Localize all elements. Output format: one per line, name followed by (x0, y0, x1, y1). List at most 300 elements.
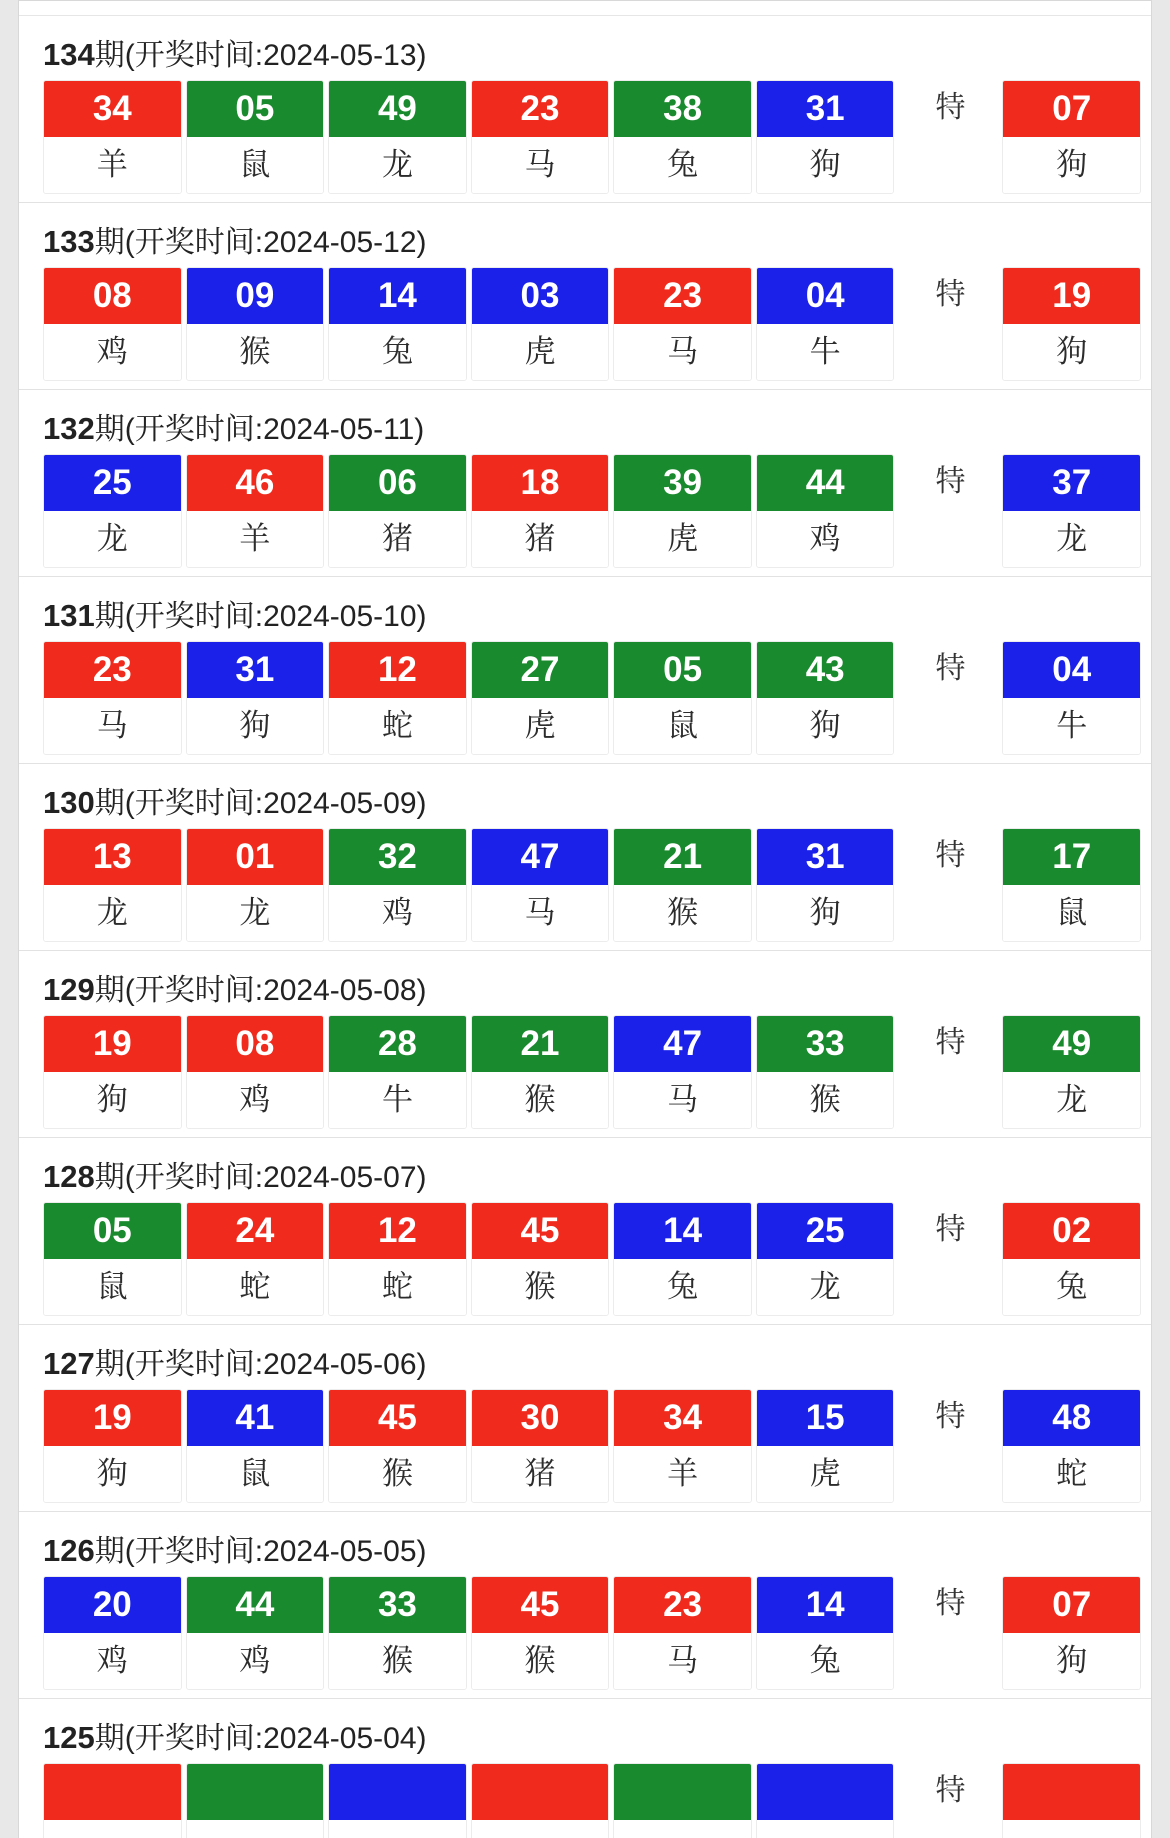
ball-6-zodiac (757, 1820, 894, 1838)
draw-date: 2024-05-12 (263, 226, 417, 259)
draw-header (19, 203, 1151, 267)
ball-4-number (472, 1764, 609, 1820)
draw-date-prefix: (开奖时间: (124, 974, 264, 1007)
special-ball (1002, 641, 1141, 755)
draw-issue-number: 128 (43, 1159, 95, 1194)
ball-1 (43, 267, 182, 381)
draw-date-suffix: ) (416, 787, 427, 820)
ball-6 (756, 1015, 895, 1129)
draw-issue-suffix: 期 (94, 787, 125, 820)
ball-4 (471, 267, 610, 381)
ball-2-number (187, 1764, 324, 1820)
ball-6-number: 25 (757, 1203, 894, 1259)
ball-2 (186, 1202, 325, 1316)
ball-6-zodiac: 狗 (757, 885, 894, 941)
draw-issue-number: 131 (43, 598, 95, 633)
ball-2-number: 24 (187, 1203, 324, 1259)
ball-4-zodiac: 马 (472, 137, 609, 193)
draw-header (19, 764, 1151, 828)
ball-3 (328, 80, 467, 194)
draw-list (19, 16, 1151, 1838)
draw-issue-number: 133 (43, 224, 95, 259)
ball-5-zodiac: 鼠 (614, 698, 751, 754)
ball-1-number: 25 (44, 455, 181, 511)
ball-4-number: 30 (472, 1390, 609, 1446)
ball-1-zodiac: 龙 (44, 885, 181, 941)
ball-4-zodiac: 虎 (472, 324, 609, 380)
special-ball-zodiac: 鼠 (1003, 885, 1140, 941)
special-ball-label: 特 (935, 278, 966, 311)
special-ball-label: 特 (935, 1026, 966, 1059)
ball-5-number: 23 (614, 268, 751, 324)
draw-date-suffix: ) (416, 1161, 427, 1194)
ball-5-zodiac: 马 (614, 1072, 751, 1128)
ball-1-number: 13 (44, 829, 181, 885)
ball-4-number: 47 (472, 829, 609, 885)
draw-issue-number: 132 (43, 411, 95, 446)
draw-date-prefix: (开奖时间: (124, 39, 264, 72)
ball-5-zodiac: 猴 (614, 885, 751, 941)
ball-2-zodiac: 羊 (187, 511, 324, 567)
ball-3 (328, 828, 467, 942)
draw-date: 2024-05-09 (263, 787, 417, 820)
ball-2-zodiac: 龙 (187, 885, 324, 941)
ball-5 (613, 1389, 752, 1503)
draw-block (19, 1325, 1151, 1512)
ball-3-number (329, 1764, 466, 1820)
draw-date-prefix: (开奖时间: (124, 787, 264, 820)
ball-1-number: 23 (44, 642, 181, 698)
ball-2 (186, 80, 325, 194)
draw-issue-suffix: 期 (94, 600, 125, 633)
balls-row (19, 1202, 1151, 1316)
draw-issue-number: 127 (43, 1346, 95, 1381)
ball-3-number: 32 (329, 829, 466, 885)
ball-6-zodiac: 狗 (757, 698, 894, 754)
ball-4-zodiac: 猴 (472, 1259, 609, 1315)
draw-issue-number: 134 (43, 37, 95, 72)
results-sheet (18, 0, 1152, 1838)
draw-block (19, 951, 1151, 1138)
ball-5 (613, 641, 752, 755)
ball-6 (756, 1389, 895, 1503)
ball-5 (613, 1202, 752, 1316)
draw-date-prefix: (开奖时间: (124, 1535, 264, 1568)
special-ball-label: 特 (935, 652, 966, 685)
ball-3-zodiac: 鸡 (329, 885, 466, 941)
ball-2 (186, 267, 325, 381)
draw-block (19, 203, 1151, 390)
special-ball-number: 02 (1003, 1203, 1140, 1259)
ball-4-number: 18 (472, 455, 609, 511)
ball-3-zodiac: 兔 (329, 324, 466, 380)
ball-6 (756, 1202, 895, 1316)
ball-2 (186, 1389, 325, 1503)
special-ball-label: 特 (935, 1213, 966, 1246)
ball-1-zodiac: 狗 (44, 1072, 181, 1128)
special-ball (1002, 828, 1141, 942)
ball-4-zodiac: 猪 (472, 1446, 609, 1502)
ball-1 (43, 641, 182, 755)
balls-row (19, 1576, 1151, 1690)
draw-date-suffix: ) (416, 1348, 427, 1381)
ball-1-number: 19 (44, 1390, 181, 1446)
ball-3-zodiac: 牛 (329, 1072, 466, 1128)
ball-3 (328, 454, 467, 568)
special-ball-number: 48 (1003, 1390, 1140, 1446)
special-ball-zodiac: 牛 (1003, 698, 1140, 754)
ball-5-zodiac: 马 (614, 324, 751, 380)
ball-3 (328, 1389, 467, 1503)
draw-issue-number: 125 (43, 1720, 95, 1755)
ball-5-zodiac (614, 1820, 751, 1838)
ball-2-zodiac: 鸡 (187, 1633, 324, 1689)
ball-6-number: 04 (757, 268, 894, 324)
ball-3-number: 14 (329, 268, 466, 324)
ball-4-number: 23 (472, 81, 609, 137)
special-ball-zodiac: 龙 (1003, 1072, 1140, 1128)
draw-header (19, 951, 1151, 1015)
ball-5-number: 39 (614, 455, 751, 511)
draw-date: 2024-05-13 (263, 39, 417, 72)
ball-5 (613, 828, 752, 942)
draw-header (19, 1699, 1151, 1763)
ball-1-zodiac: 鼠 (44, 1259, 181, 1315)
ball-3-zodiac: 蛇 (329, 698, 466, 754)
draw-block (19, 16, 1151, 203)
ball-1-number: 19 (44, 1016, 181, 1072)
special-ball-number: 07 (1003, 1577, 1140, 1633)
ball-6-number: 31 (757, 829, 894, 885)
ball-5-number: 34 (614, 1390, 751, 1446)
draw-block (19, 1138, 1151, 1325)
draw-issue-number: 130 (43, 785, 95, 820)
ball-6 (756, 80, 895, 194)
ball-3-number: 28 (329, 1016, 466, 1072)
balls-row (19, 1015, 1151, 1129)
ball-2-zodiac: 鸡 (187, 1072, 324, 1128)
ball-3-zodiac: 龙 (329, 137, 466, 193)
ball-2-number: 05 (187, 81, 324, 137)
draw-date-prefix: (开奖时间: (124, 1722, 264, 1755)
ball-4-zodiac (472, 1820, 609, 1838)
ball-5 (613, 267, 752, 381)
draw-date-prefix: (开奖时间: (124, 226, 264, 259)
draw-date-prefix: (开奖时间: (124, 1348, 264, 1381)
draw-issue-suffix: 期 (94, 413, 125, 446)
ball-1 (43, 454, 182, 568)
ball-6 (756, 267, 895, 381)
ball-4 (471, 80, 610, 194)
draw-date-prefix: (开奖时间: (124, 1161, 264, 1194)
ball-5-zodiac: 虎 (614, 511, 751, 567)
ball-2-number: 44 (187, 1577, 324, 1633)
ball-2 (186, 828, 325, 942)
special-ball-number: 19 (1003, 268, 1140, 324)
ball-2-zodiac (187, 1820, 324, 1838)
special-ball (1002, 1576, 1141, 1690)
ball-6 (756, 1763, 895, 1838)
ball-3-zodiac: 猪 (329, 511, 466, 567)
ball-1-zodiac: 鸡 (44, 1633, 181, 1689)
ball-6-zodiac: 兔 (757, 1633, 894, 1689)
ball-4-number: 45 (472, 1577, 609, 1633)
ball-2-zodiac: 鼠 (187, 137, 324, 193)
ball-5-zodiac: 兔 (614, 1259, 751, 1315)
ball-5-zodiac: 兔 (614, 137, 751, 193)
ball-3-number: 49 (329, 81, 466, 137)
special-ball (1002, 1202, 1141, 1316)
ball-6-number: 44 (757, 455, 894, 511)
ball-4 (471, 1576, 610, 1690)
balls-row (19, 454, 1151, 568)
ball-2 (186, 1015, 325, 1129)
ball-3-zodiac: 蛇 (329, 1259, 466, 1315)
ball-2 (186, 454, 325, 568)
special-ball-number (1003, 1764, 1140, 1820)
draw-issue-suffix: 期 (94, 974, 125, 1007)
draw-date-suffix: ) (416, 1535, 427, 1568)
balls-row (19, 828, 1151, 942)
special-ball-label: 特 (935, 465, 966, 498)
ball-2-number: 08 (187, 1016, 324, 1072)
draw-date-suffix: ) (416, 1722, 427, 1755)
special-ball-number: 07 (1003, 81, 1140, 137)
ball-6-zodiac: 牛 (757, 324, 894, 380)
special-ball (1002, 267, 1141, 381)
ball-5-number: 38 (614, 81, 751, 137)
ball-3-number: 06 (329, 455, 466, 511)
ball-3-number: 12 (329, 1203, 466, 1259)
ball-1 (43, 1389, 182, 1503)
ball-1-number: 20 (44, 1577, 181, 1633)
ball-6 (756, 1576, 895, 1690)
ball-1-number (44, 1764, 181, 1820)
ball-1 (43, 1576, 182, 1690)
special-ball (1002, 1763, 1141, 1838)
draw-date-suffix: ) (416, 226, 427, 259)
ball-4-zodiac: 猪 (472, 511, 609, 567)
ball-2 (186, 1763, 325, 1838)
balls-row (19, 1389, 1151, 1503)
draw-date: 2024-05-06 (263, 1348, 417, 1381)
ball-5 (613, 1015, 752, 1129)
ball-3 (328, 1202, 467, 1316)
draw-block (19, 764, 1151, 951)
ball-2-zodiac: 猴 (187, 324, 324, 380)
ball-4-number: 03 (472, 268, 609, 324)
ball-3-zodiac: 猴 (329, 1633, 466, 1689)
ball-4 (471, 1015, 610, 1129)
draw-date-suffix: ) (416, 600, 427, 633)
ball-1-zodiac (44, 1820, 181, 1838)
ball-3 (328, 1576, 467, 1690)
ball-5-number: 47 (614, 1016, 751, 1072)
ball-2-number: 09 (187, 268, 324, 324)
ball-5-number: 05 (614, 642, 751, 698)
special-ball-zodiac: 兔 (1003, 1259, 1140, 1315)
draw-issue-number: 126 (43, 1533, 95, 1568)
ball-3-zodiac (329, 1820, 466, 1838)
ball-6-number: 15 (757, 1390, 894, 1446)
ball-4 (471, 454, 610, 568)
ball-4-zodiac: 马 (472, 885, 609, 941)
special-ball-zodiac: 狗 (1003, 1633, 1140, 1689)
ball-2-zodiac: 鼠 (187, 1446, 324, 1502)
ball-4-zodiac: 猴 (472, 1072, 609, 1128)
ball-2-number: 01 (187, 829, 324, 885)
ball-3-number: 45 (329, 1390, 466, 1446)
draw-issue-suffix: 期 (94, 39, 125, 72)
balls-row (19, 267, 1151, 381)
ball-1-number: 05 (44, 1203, 181, 1259)
ball-5-zodiac: 马 (614, 1633, 751, 1689)
draw-header (19, 1325, 1151, 1389)
ball-6-zodiac: 狗 (757, 137, 894, 193)
ball-3-number: 33 (329, 1577, 466, 1633)
ball-1 (43, 1202, 182, 1316)
ball-2-number: 46 (187, 455, 324, 511)
draw-header (19, 390, 1151, 454)
ball-5-number (614, 1764, 751, 1820)
draw-issue-suffix: 期 (94, 226, 125, 259)
draw-date: 2024-05-05 (263, 1535, 417, 1568)
draw-header (19, 1512, 1151, 1576)
ball-4-zodiac: 虎 (472, 698, 609, 754)
draw-header (19, 16, 1151, 80)
special-ball-number: 37 (1003, 455, 1140, 511)
ball-1-zodiac: 龙 (44, 511, 181, 567)
ball-3-number: 12 (329, 642, 466, 698)
ball-5-zodiac: 羊 (614, 1446, 751, 1502)
draw-issue-suffix: 期 (94, 1161, 125, 1194)
draw-issue-suffix: 期 (94, 1535, 125, 1568)
ball-2 (186, 641, 325, 755)
ball-2-zodiac: 狗 (187, 698, 324, 754)
ball-4 (471, 1763, 610, 1838)
ball-3 (328, 1015, 467, 1129)
ball-4-number: 27 (472, 642, 609, 698)
ball-1 (43, 828, 182, 942)
draw-header (19, 577, 1151, 641)
ball-1-zodiac: 鸡 (44, 324, 181, 380)
ball-1-zodiac: 羊 (44, 137, 181, 193)
ball-2-number: 41 (187, 1390, 324, 1446)
ball-6-number: 31 (757, 81, 894, 137)
ball-6 (756, 641, 895, 755)
special-ball-zodiac: 狗 (1003, 137, 1140, 193)
ball-6 (756, 454, 895, 568)
ball-1 (43, 1763, 182, 1838)
ball-1-zodiac: 狗 (44, 1446, 181, 1502)
draw-date-suffix: ) (416, 39, 427, 72)
ball-6 (756, 828, 895, 942)
balls-row (19, 1763, 1151, 1838)
ball-1-zodiac: 马 (44, 698, 181, 754)
draw-block (19, 1512, 1151, 1699)
draw-issue-suffix: 期 (94, 1722, 125, 1755)
ball-3 (328, 267, 467, 381)
draw-date: 2024-05-04 (263, 1722, 417, 1755)
ball-5 (613, 1763, 752, 1838)
special-ball-number: 17 (1003, 829, 1140, 885)
ball-1-number: 34 (44, 81, 181, 137)
special-ball-label: 特 (935, 1587, 966, 1620)
ball-2 (186, 1576, 325, 1690)
ball-4 (471, 1389, 610, 1503)
sheet-top-strip (19, 1, 1151, 16)
ball-6-number (757, 1764, 894, 1820)
ball-5 (613, 80, 752, 194)
special-ball (1002, 1015, 1141, 1129)
draw-date: 2024-05-11 (263, 413, 415, 446)
ball-6-zodiac: 猴 (757, 1072, 894, 1128)
special-ball-zodiac: 蛇 (1003, 1446, 1140, 1502)
special-ball-zodiac: 龙 (1003, 511, 1140, 567)
ball-3 (328, 1763, 467, 1838)
ball-3-zodiac: 猴 (329, 1446, 466, 1502)
draw-date-suffix: ) (416, 974, 427, 1007)
special-ball-label: 特 (935, 91, 966, 124)
ball-1 (43, 1015, 182, 1129)
ball-4-number: 21 (472, 1016, 609, 1072)
draw-block (19, 577, 1151, 764)
ball-1 (43, 80, 182, 194)
ball-2-zodiac: 蛇 (187, 1259, 324, 1315)
special-ball-label: 特 (935, 1400, 966, 1433)
draw-header (19, 1138, 1151, 1202)
ball-4-zodiac: 猴 (472, 1633, 609, 1689)
draw-date: 2024-05-08 (263, 974, 417, 1007)
ball-6-zodiac: 虎 (757, 1446, 894, 1502)
special-ball (1002, 1389, 1141, 1503)
ball-6-number: 14 (757, 1577, 894, 1633)
ball-6-number: 33 (757, 1016, 894, 1072)
ball-6-zodiac: 龙 (757, 1259, 894, 1315)
draw-issue-suffix: 期 (94, 1348, 125, 1381)
draw-date-suffix: ) (414, 413, 425, 446)
special-ball-label: 特 (935, 1774, 966, 1807)
special-ball (1002, 454, 1141, 568)
ball-1-number: 08 (44, 268, 181, 324)
special-ball-zodiac: 狗 (1003, 324, 1140, 380)
draw-date: 2024-05-07 (263, 1161, 417, 1194)
special-ball-label: 特 (935, 839, 966, 872)
ball-5-number: 21 (614, 829, 751, 885)
ball-3 (328, 641, 467, 755)
draw-date-prefix: (开奖时间: (124, 413, 264, 446)
balls-row (19, 641, 1151, 755)
draw-block (19, 390, 1151, 577)
draw-date: 2024-05-10 (263, 600, 417, 633)
ball-4-number: 45 (472, 1203, 609, 1259)
ball-4 (471, 828, 610, 942)
ball-6-number: 43 (757, 642, 894, 698)
draw-block (19, 1699, 1151, 1838)
ball-5 (613, 1576, 752, 1690)
draw-date-prefix: (开奖时间: (124, 600, 264, 633)
ball-4 (471, 641, 610, 755)
balls-row (19, 80, 1151, 194)
draw-issue-number: 129 (43, 972, 95, 1007)
ball-5 (613, 454, 752, 568)
ball-5-number: 23 (614, 1577, 751, 1633)
ball-2-number: 31 (187, 642, 324, 698)
special-ball-number: 49 (1003, 1016, 1140, 1072)
special-ball-number: 04 (1003, 642, 1140, 698)
ball-4 (471, 1202, 610, 1316)
ball-6-zodiac: 鸡 (757, 511, 894, 567)
